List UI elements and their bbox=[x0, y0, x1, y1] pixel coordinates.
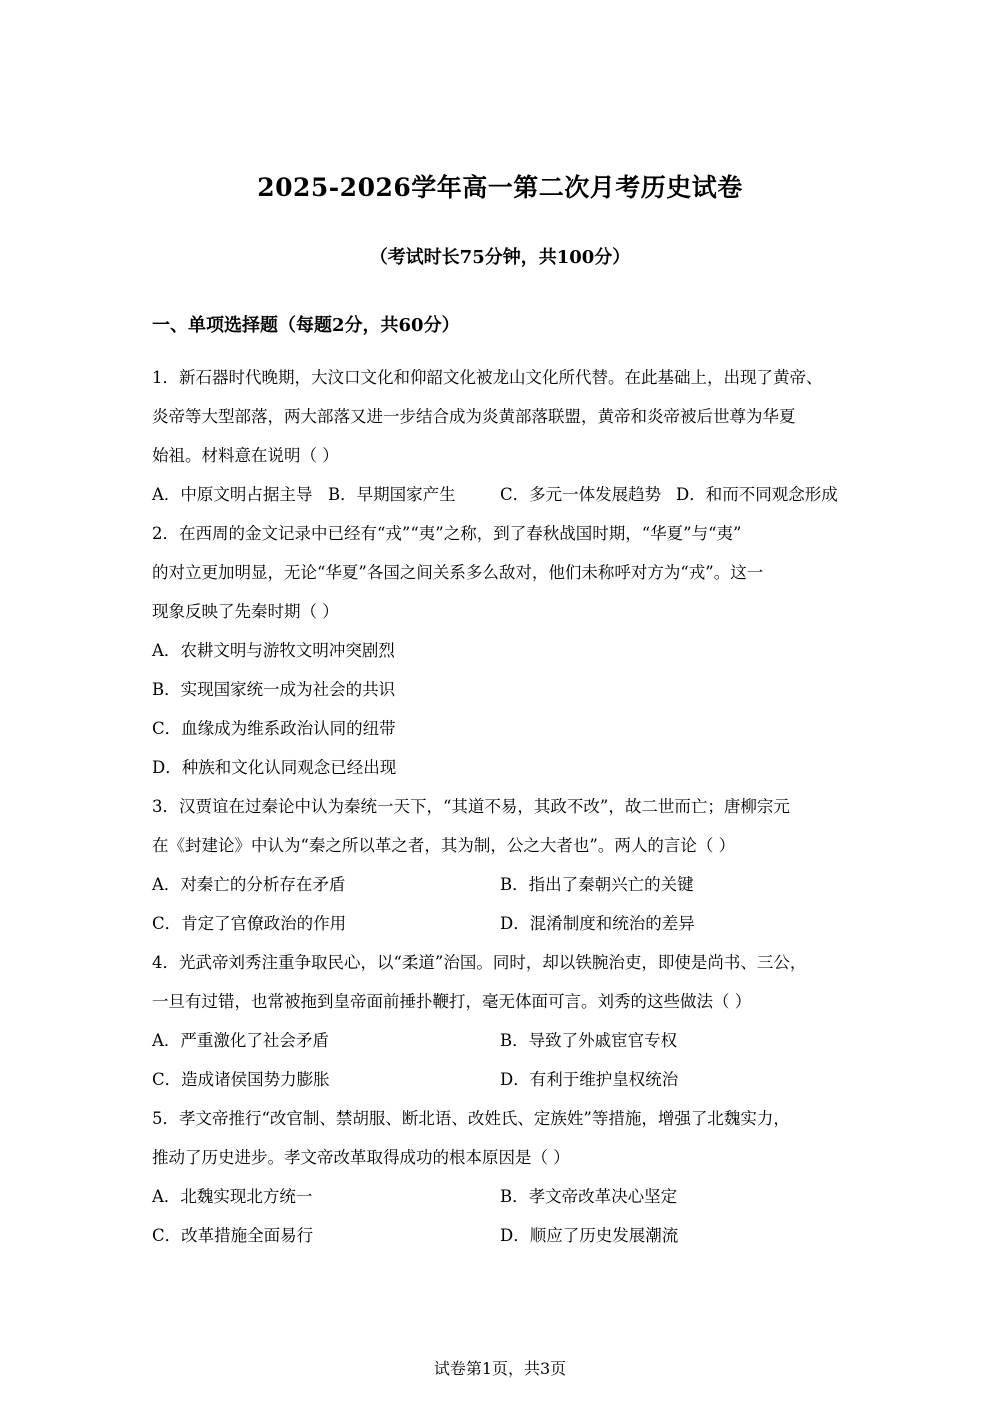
question-4 bbox=[152, 943, 872, 1099]
question-3-option-d: D．混淆制度和统治的差异 bbox=[500, 914, 695, 933]
question-2-option-c: C．血缘成为维系政治认同的纽带 bbox=[152, 719, 396, 738]
question-1-text-line: 1．新石器时代晚期，大汶口文化和仰韶文化被龙山文化所代替。在此基础上，出现了黄帝、 bbox=[152, 368, 823, 387]
question-1-option-d: D．和而不同观念形成 bbox=[676, 485, 838, 504]
question-2-option-b: B．实现国家统一成为社会的共识 bbox=[152, 680, 396, 699]
question-5-option-c: C．改革措施全面易行 bbox=[152, 1226, 314, 1245]
question-5-option-b: B．孝文帝改革决心坚定 bbox=[500, 1187, 678, 1206]
question-3-option-a: A．对秦亡的分析存在矛盾 bbox=[152, 875, 346, 894]
section-heading: 一、单项选择题（每题2分，共60分） bbox=[152, 315, 460, 336]
question-1-option-b: B．早期国家产生 bbox=[328, 485, 456, 504]
question-1-option-a: A．中原文明占据主导 bbox=[152, 485, 313, 504]
question-5 bbox=[152, 1099, 872, 1255]
question-3-option-c: C．肯定了官僚政治的作用 bbox=[152, 914, 347, 933]
question-3-options-row bbox=[152, 865, 872, 904]
question-list bbox=[152, 358, 872, 1255]
question-2 bbox=[152, 514, 872, 787]
question-2-text-line: 的对立更加明显，无论“华夏”各国之间关系多么敌对，他们未称呼对方为“戎”。这一 bbox=[152, 563, 764, 582]
question-3-text-line: 在《封建论》中认为“秦之所以革之者，其为制，公之大者也”。两人的言论（ ） bbox=[152, 836, 736, 855]
exam-title: 2025-2026学年高一第二次月考历史试卷 bbox=[257, 173, 743, 202]
question-5-option-a: A．北魏实现北方统一 bbox=[152, 1187, 313, 1206]
question-1-options bbox=[152, 475, 872, 514]
question-4-text-line: 4．光武帝刘秀注重争取民心，以“柔道”治国。同时，却以铁腕治吏，即使是尚书、三公， bbox=[152, 953, 807, 972]
question-2-option-a: A．农耕文明与游牧文明冲突剧烈 bbox=[152, 641, 395, 660]
question-5-text-line: 5．孝文帝推行“改官制、禁胡服、断北语、改姓氏、定族姓”等措施，增强了北魏实力， bbox=[152, 1109, 790, 1128]
question-2-text-line: 2．在西周的金文记录中已经有“戎”“夷”之称，到了春秋战国时期，“华夏”与“夷” bbox=[152, 524, 742, 543]
question-5-text-line: 推动了历史进步。孝文帝改革取得成功的根本原因是（ ） bbox=[152, 1148, 570, 1167]
question-3-option-b: B．指出了秦朝兴亡的关键 bbox=[500, 875, 694, 894]
question-1-text-line: 始祖。材料意在说明（ ） bbox=[152, 446, 339, 465]
question-3-text-line: 3．汉贾谊在过秦论中认为秦统一天下，“其道不易，其政不改”，故二世而亡；唐柳宗元 bbox=[152, 797, 790, 816]
question-4-option-c: C．造成诸侯国势力膨胀 bbox=[152, 1070, 330, 1089]
exam-subtitle: （考试时长75分钟，共100分） bbox=[369, 247, 631, 268]
question-3 bbox=[152, 787, 872, 943]
question-5-options-row bbox=[152, 1216, 872, 1255]
page-footer: 试卷第1页，共3页 bbox=[433, 1359, 567, 1378]
question-3-options-row bbox=[152, 904, 872, 943]
question-1 bbox=[152, 358, 872, 514]
question-4-option-a: A．严重激化了社会矛盾 bbox=[152, 1031, 329, 1050]
question-2-text-line: 现象反映了先秦时期（ ） bbox=[152, 602, 339, 621]
question-2-option-d: D．种族和文化认同观念已经出现 bbox=[152, 758, 397, 777]
question-1-text-line: 炎帝等大型部落，两大部落又进一步结合成为炎黄部落联盟，黄帝和炎帝被后世尊为华夏 bbox=[152, 407, 796, 426]
question-4-options-row bbox=[152, 1021, 872, 1060]
question-1-option-c: C．多元一体发展趋势 bbox=[500, 485, 662, 504]
question-5-option-d: D．顺应了历史发展潮流 bbox=[500, 1226, 679, 1245]
question-4-option-d: D．有利于维护皇权统治 bbox=[500, 1070, 679, 1089]
question-4-text-line: 一旦有过错，也常被拖到皇帝面前捶扑鞭打，毫无体面可言。刘秀的这些做法（ ） bbox=[152, 992, 752, 1011]
question-5-options-row bbox=[152, 1177, 872, 1216]
question-4-option-b: B．导致了外戚宦官专权 bbox=[500, 1031, 678, 1050]
question-4-options-row bbox=[152, 1060, 872, 1099]
